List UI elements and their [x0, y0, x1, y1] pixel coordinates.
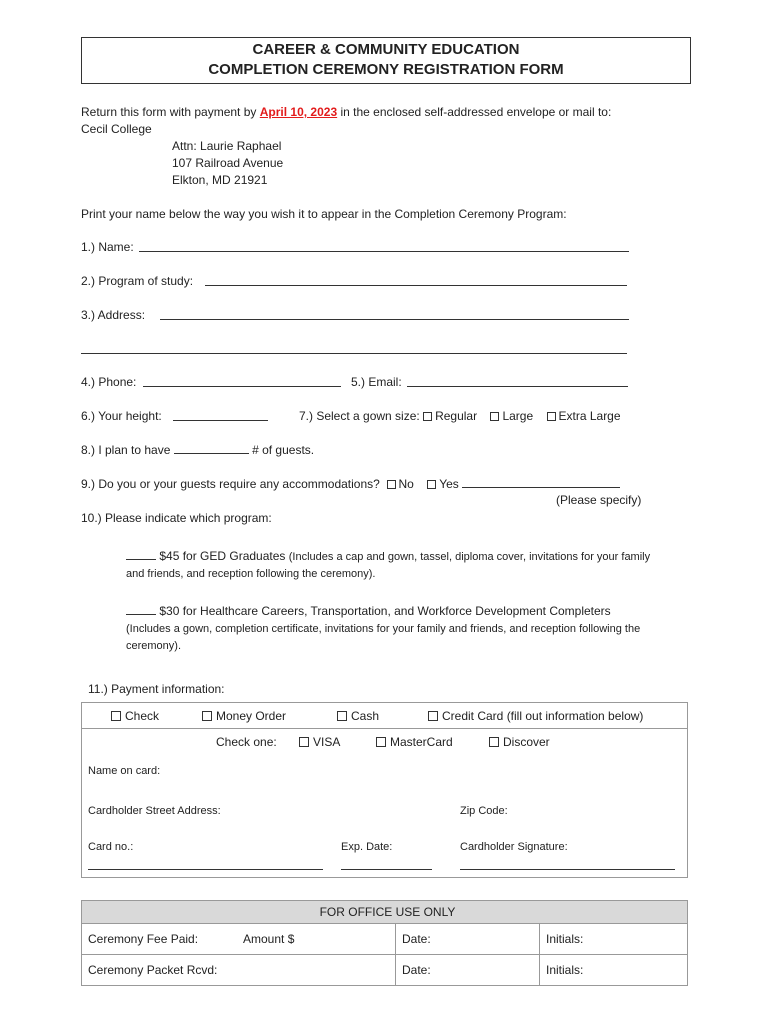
attn-line: Attn: Laurie Raphael [172, 139, 282, 153]
gown-xl-checkbox[interactable] [547, 412, 556, 421]
ged-option-detail-2: and friends, and reception following the ceremony). [126, 568, 376, 580]
payment-check-option[interactable] [111, 709, 159, 723]
accommodations-yes-checkbox[interactable] [427, 480, 436, 489]
gown-xl-label: Extra Large [558, 409, 621, 423]
payment-money-order-checkbox[interactable] [202, 711, 212, 721]
phone-field[interactable] [143, 375, 341, 387]
gown-regular-label: Regular [435, 409, 478, 423]
card-discover-option[interactable] [489, 735, 550, 749]
name-on-card-label: Name on card: [88, 765, 161, 777]
zip-code-label: Zip Code: [460, 805, 508, 817]
name-field[interactable] [139, 240, 629, 252]
fee-paid-cell [82, 924, 396, 955]
fee-initials-cell: Initials: [540, 924, 688, 955]
email-label: 5.) Email: [351, 375, 402, 389]
card-mastercard-option[interactable] [376, 735, 453, 749]
accommodations-no-checkbox[interactable] [387, 480, 396, 489]
ged-option-detail-1: (Includes a cap and gown, tassel, diploma cover, invitations for your family [288, 551, 651, 563]
healthcare-option-line [126, 603, 611, 618]
signature-field[interactable] [460, 869, 675, 870]
address-field-1[interactable] [160, 308, 629, 320]
guests-field[interactable] [174, 442, 249, 454]
packet-initials-cell: Initials: [540, 955, 688, 986]
gown-large-checkbox[interactable] [490, 412, 499, 421]
office-use-header: FOR OFFICE USE ONLY [82, 901, 688, 924]
gown-size-group [299, 409, 621, 423]
payment-cash-label: Cash [351, 709, 380, 723]
address-label: 3.) Address: [81, 308, 146, 322]
org-name: Cecil College [81, 122, 152, 136]
ged-option-field[interactable] [126, 548, 156, 560]
intro-prefix: Return this form with payment by [81, 105, 257, 119]
exp-date-field[interactable] [341, 869, 432, 870]
payment-credit-checkbox[interactable] [428, 711, 438, 721]
card-mastercard-checkbox[interactable] [376, 737, 386, 747]
card-number-label: Card no.: [88, 841, 134, 853]
phone-label: 4.) Phone: [81, 375, 137, 389]
ged-option-line [126, 548, 650, 563]
height-field[interactable] [173, 409, 268, 421]
healthcare-option-detail-1: (Includes a gown, completion certificate, invitations for your family and friends, and reception following the [126, 623, 641, 635]
packet-rcvd-cell: Ceremony Packet Rcvd: [82, 955, 396, 986]
deadline-date: April 10, 2023 [259, 105, 338, 119]
guests-suffix: # of guests. [252, 443, 315, 457]
program-label: 2.) Program of study: [81, 274, 194, 288]
city-line: Elkton, MD 21921 [172, 173, 268, 187]
card-discover-checkbox[interactable] [489, 737, 499, 747]
card-mastercard-label: MasterCard [390, 735, 453, 749]
table-row [82, 955, 688, 986]
healthcare-option-label: $30 for Healthcare Careers, Transportation, and Workforce Development Completers [159, 604, 611, 618]
address-field-2[interactable] [81, 342, 627, 354]
amount-label: Amount $ [243, 932, 295, 946]
card-visa-checkbox[interactable] [299, 737, 309, 747]
email-field[interactable] [407, 375, 628, 387]
accommodations-line [81, 476, 620, 491]
packet-date-cell: Date: [396, 955, 540, 986]
healthcare-option-detail-2: ceremony). [126, 640, 182, 652]
program-choice-label: 10.) Please indicate which program: [81, 511, 272, 525]
print-instruction: Print your name below the way you wish it to appear in the Completion Ceremony Program: [81, 207, 567, 221]
intro-suffix: in the enclosed self-addressed envelope or mail to: [340, 105, 612, 119]
height-label: 6.) Your height: [81, 409, 162, 423]
street-line: 107 Railroad Avenue [172, 156, 284, 170]
payment-credit-label: Credit Card (fill out information below) [442, 709, 644, 723]
payment-money-order-label: Money Order [216, 709, 287, 723]
accommodations-no-label: No [398, 477, 414, 491]
fee-date-cell: Date: [396, 924, 540, 955]
payment-cash-option[interactable] [337, 709, 379, 723]
accommodations-specify-field[interactable] [462, 476, 620, 488]
card-type-label: Check one: [216, 735, 277, 749]
please-specify: (Please specify) [556, 493, 642, 507]
payment-heading: 11.) Payment information: [88, 682, 225, 696]
payment-cash-checkbox[interactable] [337, 711, 347, 721]
program-field[interactable] [205, 274, 627, 286]
fee-paid-label: Ceremony Fee Paid: [88, 932, 199, 946]
payment-check-label: Check [125, 709, 160, 723]
intro-line [81, 105, 611, 119]
form-title-box [81, 37, 691, 84]
gown-label: 7.) Select a gown size: [299, 409, 420, 423]
gown-large-label: Large [502, 409, 534, 423]
cardholder-street-label: Cardholder Street Address: [88, 805, 221, 817]
payment-money-order-option[interactable] [202, 709, 286, 723]
card-visa-option[interactable] [299, 735, 340, 749]
card-visa-label: VISA [313, 735, 341, 749]
form-title-line1: CAREER & COMMUNITY EDUCATION [252, 41, 520, 58]
accommodations-label: 9.) Do you or your guests require any accommodations? [81, 477, 380, 491]
gown-regular-checkbox[interactable] [423, 412, 432, 421]
payment-credit-option[interactable] [428, 709, 643, 723]
card-number-field[interactable] [88, 869, 323, 870]
form-title-line2: COMPLETION CEREMONY REGISTRATION FORM [208, 61, 564, 78]
payment-check-checkbox[interactable] [111, 711, 121, 721]
signature-label: Cardholder Signature: [460, 841, 568, 853]
office-use-table [81, 900, 688, 986]
exp-date-label: Exp. Date: [341, 841, 393, 853]
card-discover-label: Discover [503, 735, 550, 749]
guests-label: 8.) I plan to have [81, 443, 171, 457]
payment-method-row [82, 703, 687, 729]
accommodations-yes-label: Yes [439, 477, 459, 491]
ged-option-label: $45 for GED Graduates [159, 549, 286, 563]
payment-box [81, 702, 688, 878]
name-label: 1.) Name: [81, 240, 134, 254]
guests-line [81, 442, 314, 457]
table-row [82, 924, 688, 955]
healthcare-option-field[interactable] [126, 603, 156, 615]
